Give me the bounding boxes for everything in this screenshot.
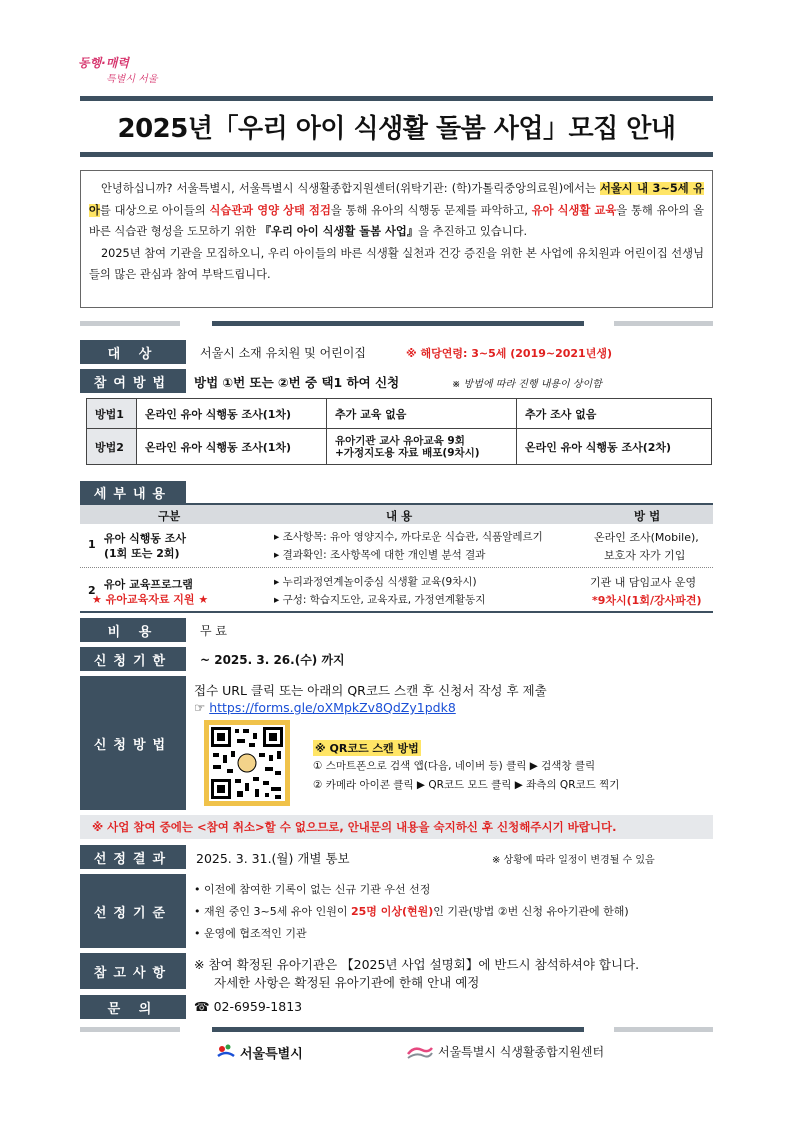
apply-instruction: 접수 URL 클릭 또는 아래의 QR코드 스캔 후 신청서 작성 후 제출	[194, 683, 547, 698]
qr-code-icon[interactable]	[204, 720, 290, 806]
result-text: 2025. 3. 31.(월) 개별 통보	[196, 851, 350, 866]
title-top-bar	[80, 96, 713, 101]
table-row: 방법1 온라인 유아 식행동 조사(1차) 추가 교육 없음 추가 조사 없음	[87, 399, 712, 429]
notes-line-2: 자세한 사항은 확정된 유아기관에 한해 안내 예정	[214, 975, 480, 990]
result-note: ※ 상황에 따라 일정이 변경될 수 있음	[492, 855, 655, 866]
apply-url-link[interactable]: https://forms.gle/oXMpkZv8QdZy1pdk8	[209, 700, 456, 715]
apply-url-line	[194, 700, 456, 715]
page-title: 2025년「우리 아이 식생활 돌봄 사업」모집 안내	[117, 114, 676, 144]
cancellation-warning: ※ 사업 참여 중에는 <참여 취소>할 수 없으므로, 안내문의 내용을 숙지하신 후 신청해주시기 바랍니다.	[80, 815, 713, 839]
criteria-1: 이전에 참여한 기록이 없는 신규 기관 우선 선정	[204, 883, 431, 896]
method-label: 참여방법	[80, 369, 186, 393]
center-logo: 서울특별시 식생활종합지원센터	[406, 1043, 604, 1060]
method-note: ※ 방법에 따라 진행 내용이 상이함	[452, 379, 602, 390]
bottom-separator-left	[80, 1027, 180, 1032]
target-label: 대 상	[80, 340, 186, 364]
target-text: 서울시 소재 유치원 및 어린이집	[200, 346, 366, 360]
notes-line-1: ※ 참여 확정된 유아기관은 【2025년 사업 설명회】에 반드시 참석하셔야 합니다.	[194, 957, 640, 972]
result-label: 선정결과	[80, 845, 186, 869]
separator-right	[614, 321, 713, 326]
separator-mid	[212, 321, 584, 326]
qr-step-2: ② 카메라 아이콘 클릭 ▶ QR코드 모드 클릭 ▶ 좌측의 QR코드 찍기	[313, 779, 620, 791]
cost-label: 비 용	[80, 618, 186, 642]
city-slogan-logo: 동행·매력 특별시 서울	[78, 56, 158, 85]
intro-box: 안녕하십니까? 서울특별시, 서울특별시 식생활종합지원센터(위탁기관: (학)가톨릭중앙의료원)에서는 서울시 내 3~5세 유아를 대상으로 아이들의 식습관과 영양 상태 점검을 통해 유아의 식행동 문제를 파악하고, 유아 식생활 교육을 통해 유아의 올바른 식습관 형성을 도모하기 위한 『우리 아이 식생활 돌봄 사업』을 추진하고 있습니다. 2025년 참여 기관을 모집하오니, 우리 아이들의 바른 식생활 실천과 건강 증진을 위한 본 사업에 유치원과 어린이집 선생님들의 많은 관심과 참여 부탁드립니다.	[80, 170, 713, 308]
method-text: 방법 ①번 또는 ②번 중 택1 하여 신청	[194, 375, 400, 390]
deadline-label: 신청기한	[80, 647, 186, 671]
bottom-separator-right	[614, 1027, 713, 1032]
criteria-3: 운영에 협조적인 기관	[204, 927, 307, 940]
pointer-icon: ☞	[194, 700, 206, 715]
phone-icon: ☎	[194, 999, 210, 1014]
notes-label: 참고사항	[80, 953, 186, 989]
cost-text: 무 료	[200, 624, 227, 638]
deadline-text: ~ 2025. 3. 26.(수) 까지	[200, 653, 345, 667]
details-label: 세부내용	[80, 481, 186, 503]
method-table	[86, 398, 712, 465]
qr-method-title: ※ QR코드 스캔 방법	[315, 742, 419, 755]
contact-phone: 02-6959-1813	[213, 999, 303, 1014]
seoul-symbol-icon	[216, 1044, 236, 1062]
apply-label: 신청방법	[80, 676, 186, 810]
criteria-label: 선정기준	[80, 874, 186, 948]
table-row: 방법2 온라인 유아 식행동 조사(1차) 유아기관 교사 유아교육 9회 +가정지도용 자료 배포(9차시) 온라인 유아 식행동 조사(2차)	[87, 429, 712, 465]
seoul-city-logo: 서울특별시	[216, 1043, 303, 1062]
target-age-note: ※ 해당연령: 3~5세 (2019~2021년생)	[406, 347, 612, 360]
details-row-divider	[80, 567, 713, 568]
separator-left	[80, 321, 180, 326]
qr-step-1: ① 스마트폰으로 검색 앱(다음, 네이버 등) 클릭 ▶ 검색창 클릭	[313, 760, 596, 772]
title-bottom-bar	[80, 152, 713, 157]
details-bottom-line	[80, 611, 713, 613]
contact-label: 문 의	[80, 995, 186, 1019]
bottom-separator-mid	[212, 1027, 584, 1032]
center-symbol-icon	[406, 1044, 434, 1060]
